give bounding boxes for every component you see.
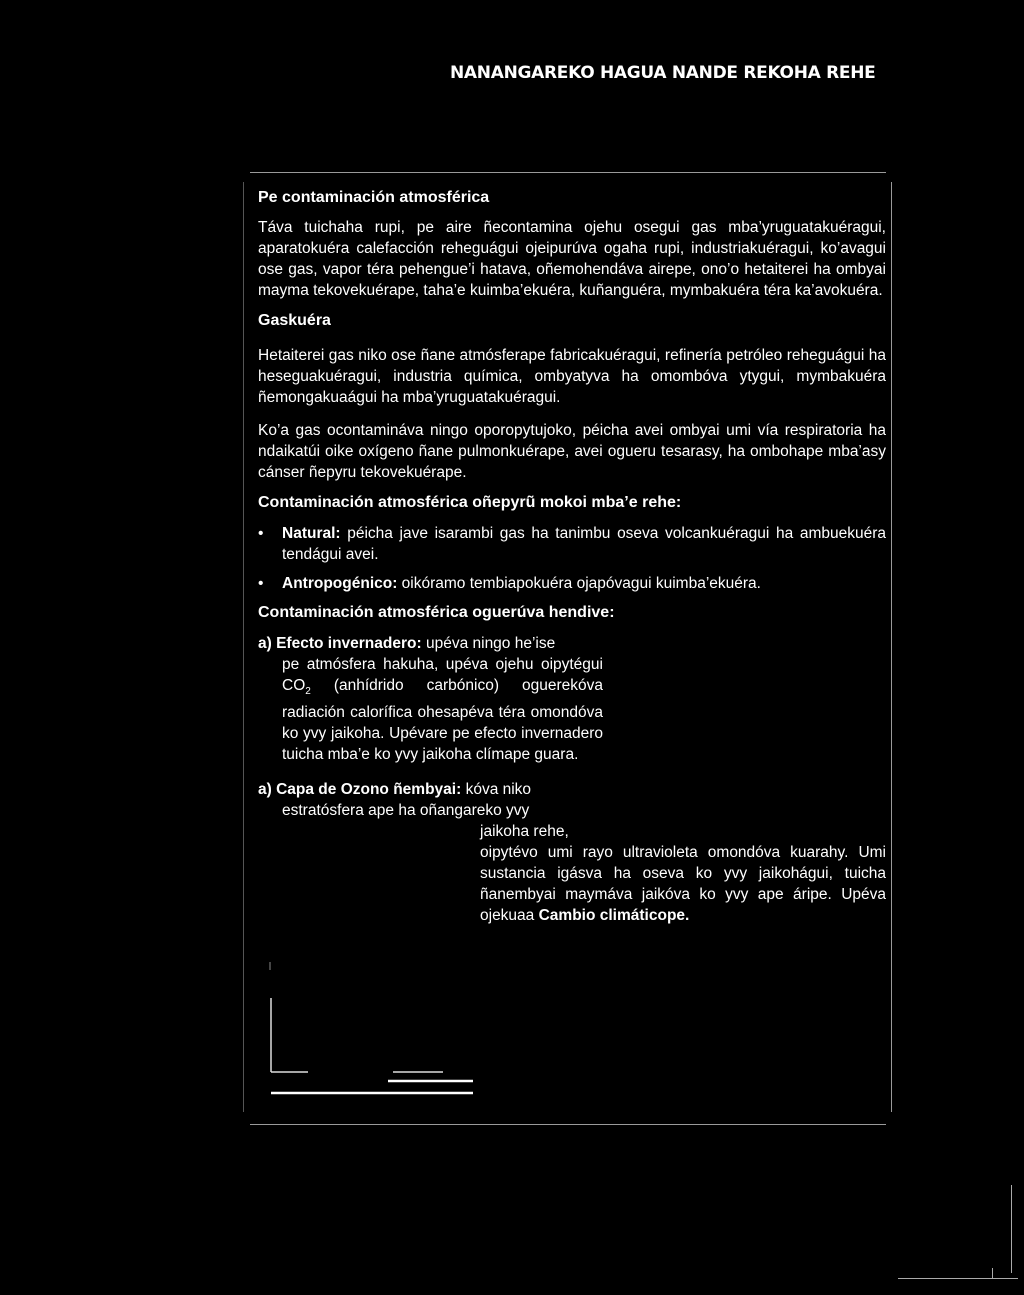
effect-ozono-first-line	[258, 779, 618, 800]
list-item-antropogenico	[258, 573, 886, 594]
effect-invernadero-first: upéva ningo he’ise	[421, 635, 556, 652]
paragraph-intro: Táva tuichaha rupi, pe aire ñecontamina ojehu osegui gas mba’yruguatakuéragui, aparatokuéra calefacción reheguágui ojeipurúva ogaha rupi, industriakuéragui, ko’avagui ose gas, vapor téra pehengue’i hatava, oñemohendáva airepe, ono’o hetaiterei ha ombyai mayma tekovekuérape, taha’e kuimba’ekuéra, kuñanguéra, mymbakuéra téra ka’avokuéra.	[258, 219, 886, 299]
effect-invernadero-text-pre: pe atmósfera hakuha, upéva ojehu oipytégui CO	[282, 656, 603, 694]
section-title-contaminacion: Pe contaminación atmosférica	[258, 189, 490, 206]
effect-ozono-body	[480, 842, 886, 926]
effect-ozono-strong: Cambio climáticope.	[538, 907, 690, 925]
frame-left-rule	[243, 182, 244, 1112]
section-title-gaskuera: Gaskuéra	[258, 312, 331, 329]
effect-ozono	[258, 779, 886, 929]
content-box	[258, 187, 886, 929]
effect-ozono-line3: jaikoha rehe,	[480, 823, 569, 841]
effect-ozono-text: oipytévo umi rayo ultravioleta omondóva kuarahy. Umi sustancia igásva ha oseva ko yvy jaikohágui, tuicha ñanembyai maymáva jaikóva ko yvy ape áripe. Upéva ojekuaa	[480, 844, 886, 925]
paragraph-gas-1: Hetaiterei gas niko ose ñane atmósferape fabricakuéragui, refinería petróleo reheguágui ha heseguakuéragui, industria química, ombyatyva ha omombóva ytygui, mymbakuéra ñemongakuaágui ha mba’yruguatakuéragui.	[258, 347, 886, 406]
effect-invernadero	[258, 633, 603, 765]
effect-ozono-column	[480, 821, 886, 926]
effect-ozono-line2: estratósfera ape ha oñangareko yvy	[282, 802, 530, 820]
frame-bottom-rule	[250, 1124, 886, 1125]
image-placeholder-lines	[268, 960, 483, 1100]
section-title-mokoi: Contaminación atmosférica oñepyrũ mokoi mba’e rehe:	[258, 494, 682, 511]
list-item-text: oikóramo tembiapokuéra ojapóvagui kuimba’ekuéra.	[397, 575, 761, 592]
corner-rule-tick	[992, 1268, 993, 1278]
effect-invernadero-first-line	[258, 633, 603, 654]
list-item-text: péicha jave isarambi gas ha tanimbu oseva volcankuéragui ha ambuekuéra tendágui avei.	[282, 525, 886, 563]
list-item-label: Natural:	[282, 525, 341, 542]
list-item-label: Antropogénico:	[282, 575, 398, 592]
effect-ozono-first: kóva niko	[461, 781, 532, 799]
page-header: NANANGAREKO HAGUA NANDE REKOHA REHE	[450, 63, 876, 83]
bullet-glyph: •	[258, 525, 264, 542]
list-item-natural	[258, 523, 886, 565]
corner-rule-vertical	[1011, 1185, 1012, 1273]
co2-subscript: 2	[305, 686, 311, 698]
effect-ozono-label: a) Capa de Ozono ñembyai:	[258, 781, 462, 799]
effect-invernadero-body	[258, 654, 603, 765]
frame-right-rule	[891, 182, 892, 1112]
bullet-glyph: •	[258, 575, 264, 592]
corner-rule-horizontal	[898, 1278, 1018, 1279]
sources-list	[258, 523, 886, 594]
paragraph-gas-2: Ko’a gas ocontamináva ningo oporopytujoko, péicha avei ombyai umi vía respiratoria ha ndaikatúi oike oxígeno ñane pulmonkuérape, avei ogueru tesarasy, ha ombohape mba’asy cánser ñepyru tekovekuérape.	[258, 422, 886, 481]
effect-invernadero-text-post: (anhídrido carbónico) oguerekóva radiación calorífica ohesapéva téra omondóva ko yvy jaikoha. Upévare pe efecto invernadero tuicha mba’e ko yvy jaikoha clímape guara.	[282, 677, 603, 764]
effect-invernadero-label: a) Efecto invernadero:	[258, 635, 422, 652]
section-title-hendive: Contaminación atmosférica oguerúva hendive:	[258, 604, 615, 621]
frame-top-rule	[250, 172, 886, 173]
